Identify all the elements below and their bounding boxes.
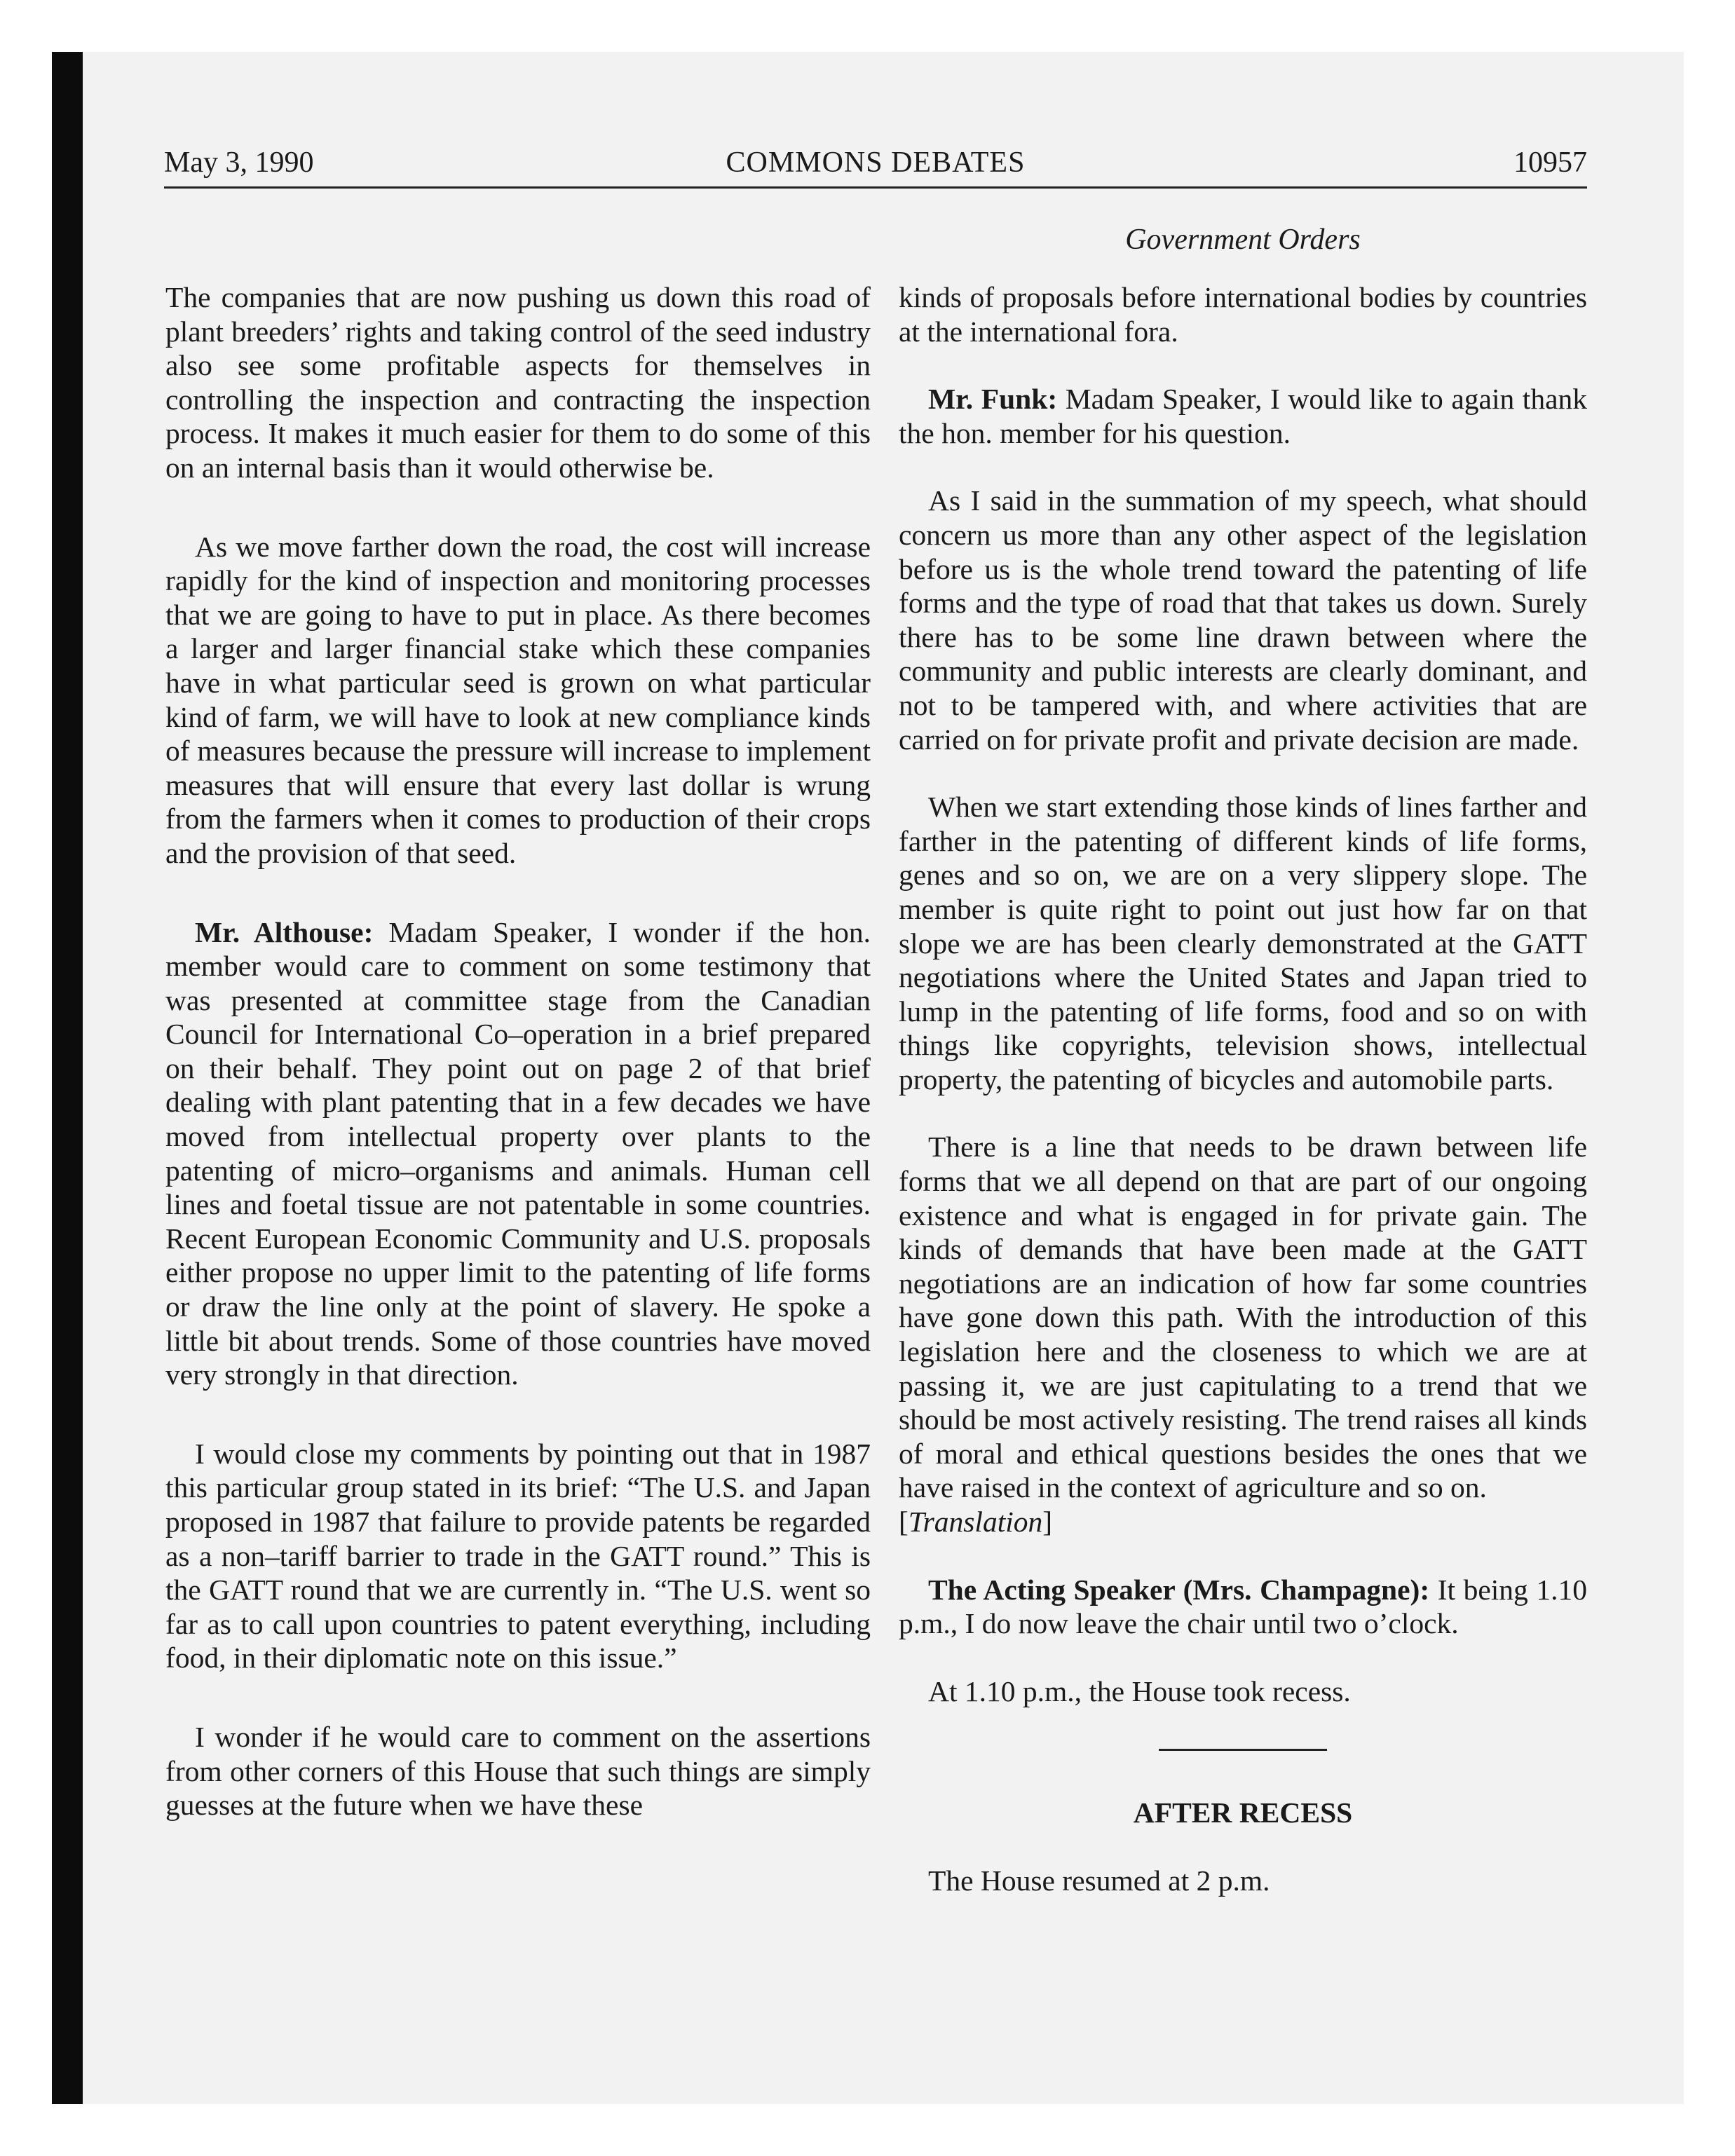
right-paragraph-5: There is a line that needs to be drawn between life forms that we all depend on that are part of our ongoing existence and what is engaged in for private gain. The kinds of demands that have been made at the GATT negotiations are an indication of how far some countries have gone down this path. With the introduction of this legislation here and the closeness to which we are at passing it, we are just capitulating to a trend that we should be most actively resisting. The trend raises all kinds of moral and ethical questions besides the ones that we have raised in the context of agriculture and so on. <box>899 1131 1587 1504</box>
header-title: COMMONS DEBATES <box>726 146 1026 179</box>
right-paragraph-8: The House resumed at 2 p.m. <box>928 1864 1270 1897</box>
right-paragraph-6 <box>899 1573 1587 1641</box>
left-column <box>165 280 871 1822</box>
right-paragraph-1: kinds of proposals before international bodies by countries at the international fora. <box>899 281 1587 348</box>
acting-speaker-remarks: It being 1.10 p.m., I do now leave the chair until two o’clock. <box>899 1573 1587 1640</box>
section-heading: Government Orders <box>1125 224 1361 256</box>
right-paragraph-4: When we start extending those kinds of lines farther and farther in the patenting of different kinds of life forms, genes and so on, we are on a very slippery slope. The member is quite right to point out just how far on that slope we are has been clearly demonstrated at the GATT negotiations where the United States and Japan tried to lump in the patenting of life forms, food and so on with things like copyrights, television shows, intellectual property, the patenting of bicycles and automobile parts. <box>899 791 1587 1096</box>
speaker-acting-speaker: The Acting Speaker (Mrs. Champagne): <box>928 1573 1430 1606</box>
left-paragraph-5: I wonder if he would care to comment on the assertions from other corners of this House that such things are simply guesses at the future when we have these <box>165 1720 871 1822</box>
left-paragraph-3 <box>165 915 871 1392</box>
speaker-funk: Mr. Funk: <box>928 383 1058 416</box>
header-page-number: 10957 <box>1513 146 1587 179</box>
left-paragraph-1: The companies that are now pushing us down this road of plant breeders’ rights and taking control of the seed industry also see some profitable aspects for themselves in controlling the inspection and contracting the inspection process. It makes it much easier for them to do some of this on an internal basis than it would otherwise be. <box>165 281 871 484</box>
left-paragraph-4: I would close my comments by pointing out that in 1987 this particular group stated in its brief: “The U.S. and Japan proposed in 1987 that failure to provide patents be regarded as a non–tariff barrier to trade in the GATT round.” This is the GATT round that we are currently in. “The U.S. went so far as to call upon countries to patent everything, including food, in their diplomatic note on this issue.” <box>165 1437 871 1674</box>
althouse-remarks: Madam Speaker, I wonder if the hon. member would care to comment on some testimony that was presented at committee stage from the Canadian Council for International Co–operation in a brief prepared on their behalf. They point out on page 2 of that brief dealing with plant patenting that in a few decades we have moved from intellectual property over plants to the patenting of micro–organisms and animals. Human cell lines and foetal tissue are not patentable in some countries. Recent European Economic Community and U.S. proposals either propose no upper limit to the patenting of life forms or draw the line only at the point of slavery. He spoke a little bit about trends. Some of those countries have moved very strongly in that direction. <box>165 915 871 1391</box>
translation-open-bracket: [ <box>899 1506 909 1538</box>
recess-divider <box>1159 1749 1327 1751</box>
funk-remarks: Madam Speaker, I would like to again thank the hon. member for his question. <box>899 383 1587 449</box>
left-paragraph-2: As we move farther down the road, the cost will increase rapidly for the kind of inspection and monitoring processes that we are going to have to put in place. As there becomes a larger and larger financial stake which these companies have in what particular seed is grown on what particular kind of farm, we will have to look at new compliance kinds of measures because the pressure will increase to implement measures that will ensure that every last dollar is wrung from the farmers when it comes to production of their crops and the provision of that seed. <box>165 530 871 869</box>
after-recess-heading: AFTER RECESS <box>1133 1796 1353 1829</box>
header-rule <box>164 186 1587 189</box>
binding-edge <box>52 52 83 2104</box>
right-paragraph-3: As I said in the summation of my speech, what should concern us more than any other aspect of the legislation before us is the whole trend toward the patenting of life forms and the type of road that that takes us down. Surely there has to be some line drawn between where the community and public interests are clearly dominant, and not to be tampered with, and where activities that are carried on for private profit and private decision are made. <box>899 484 1587 756</box>
translation-note <box>899 1505 1587 1539</box>
translation-close-bracket: ] <box>1042 1506 1053 1538</box>
translation-label: Translation <box>908 1506 1043 1538</box>
page-header <box>164 146 1587 185</box>
header-date: May 3, 1990 <box>164 146 314 179</box>
right-paragraph-2 <box>899 382 1587 450</box>
right-paragraph-7: At 1.10 p.m., the House took recess. <box>928 1674 1351 1707</box>
speaker-althouse: Mr. Althouse: <box>195 915 374 948</box>
right-column <box>899 280 1587 1898</box>
